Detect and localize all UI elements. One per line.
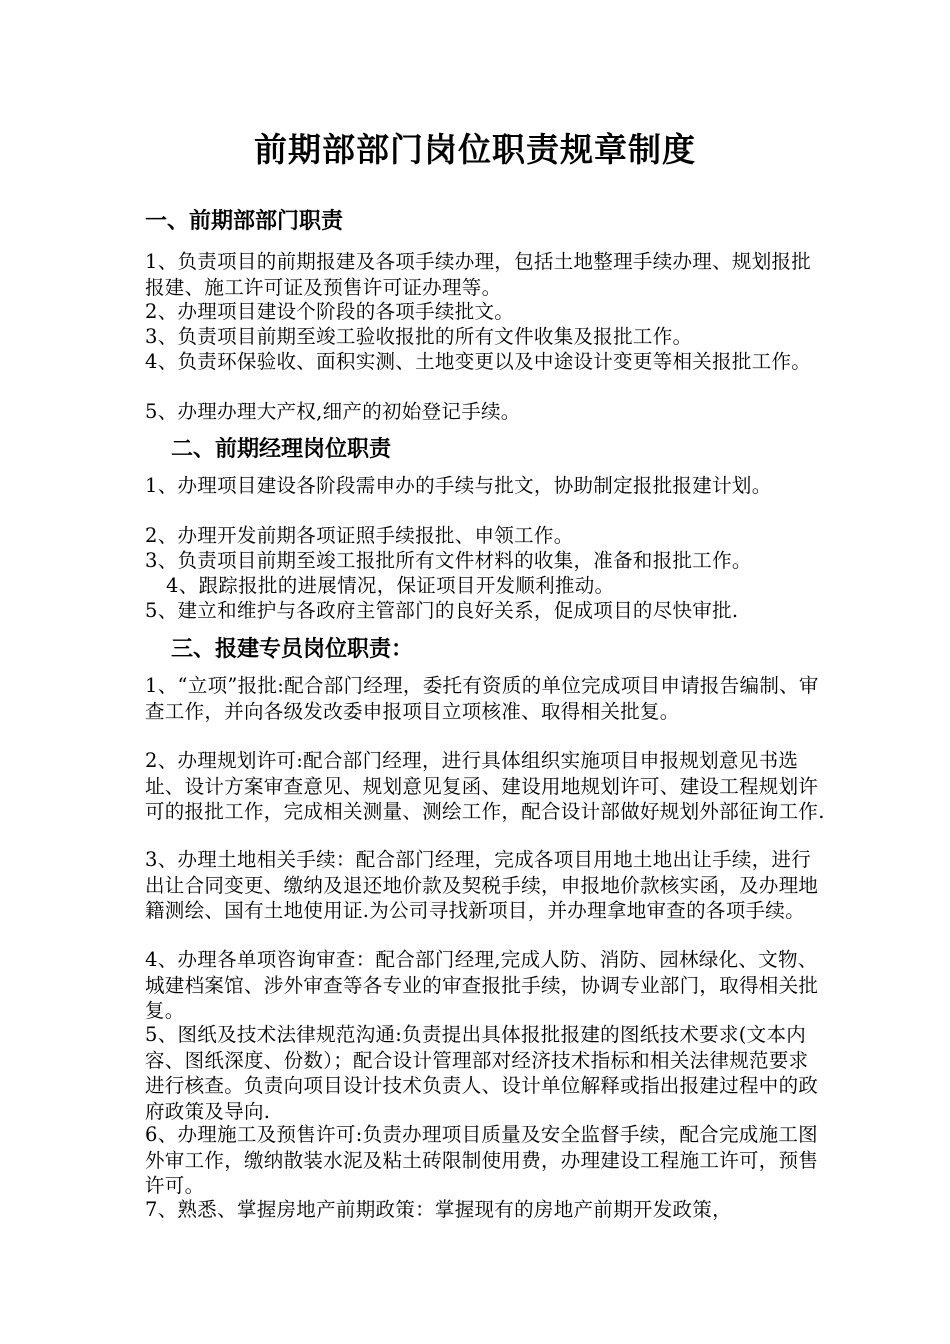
section-1-item-3: 3、负责项目前期至竣工验收报批的所有文件收集及报批工作。 <box>145 325 693 348</box>
section-1-item-4: 4、负责环保验收、面积实测、土地变更以及中途设计变更等相关报批工作。 <box>145 350 812 373</box>
section-1-item-2: 2、办理项目建设个阶段的各项手续批文。 <box>145 300 515 323</box>
section-2-item-3: 3、负责项目前期至竣工报批所有文件材料的收集，准备和报批工作。 <box>145 549 752 572</box>
section-3-item-7: 7、熟悉、掌握房地产前期政策：掌握现有的房地产前期开发政策， <box>145 1198 732 1221</box>
section-2-item-4: 4、跟踪报批的进展情况，保证项目开发顺利推动。 <box>166 574 615 597</box>
section-heading-1: 一、前期部部门职责 <box>145 208 344 234</box>
document-title: 前期部部门岗位职责规章制度 <box>254 130 696 169</box>
section-3-item-2: 2、办理规划许可:配合部门经理，进行具体组织实施项目申报规划意见书选址、设计方案审查意见、规划意见复函、建设用地规划许可、建设工程规划许可的报批工作，完成相关测量、测绘工作，配合设计部做好规划外部征询工作. <box>145 749 825 823</box>
section-1-item-1: 1、负责项目的前期报建及各项手续办理，包括土地整理手续办理、规划报批报建、施工许可证及预售许可证办理等。 <box>145 250 812 299</box>
section-3-item-4: 4、办理各单项咨询审查：配合部门经理,完成人防、消防、园林绿化、文物、城建档案馆、涉外审查等各专业的审查报批手续，协调专业部门，取得相关批复。 <box>145 948 819 1022</box>
section-heading-3: 三、报建专员岗位职责： <box>171 636 414 662</box>
section-heading-2: 二、前期经理岗位职责 <box>171 436 392 462</box>
section-3-item-1: 1、“立项”报批:配合部门经理，委托有资质的单位完成项目申请报告编制、审查工作，并向各级发改委申报项目立项核准、取得相关批复。 <box>145 674 819 723</box>
section-2-item-1: 1、办理项目建设各阶段需申办的手续与批文，协助制定报批报建计划。 <box>145 474 772 497</box>
section-2-item-2: 2、办理开发前期各项证照手续报批、申领工作。 <box>145 524 574 547</box>
section-3-item-3: 3、办理土地相关手续：配合部门经理，完成各项目用地土地出让手续，进行出让合同变更、缴纳及退还地价款及契税手续，申报地价款核实函，及办理地籍测绘、国有土地使用证.为公司寻找新项目，并办理拿地审查的各项手续。 <box>145 848 819 922</box>
section-3-item-5: 5、图纸及技术法律规范沟通:负责提出具体报批报建的图纸技术要求(文本内容、图纸深度、份数）；配合设计管理部对经济技术指标和相关法律规范要求进行核查。负责向项目设计技术负责人、设计单位解释或指出报建过程中的政府政策及导向. <box>145 1023 819 1123</box>
section-3-item-6: 6、办理施工及预售许可:负责办理项目质量及安全监督手续，配合完成施工图外审工作，缴纳散装水泥及粘土砖限制使用费，办理建设工程施工许可，预售许可。 <box>145 1123 819 1197</box>
section-2-item-5: 5、建立和维护与各政府主管部门的良好关系，促成项目的尽快审批. <box>145 599 739 622</box>
section-1-item-5: 5、办理办理大产权,细产的初始登记手续。 <box>145 400 521 423</box>
